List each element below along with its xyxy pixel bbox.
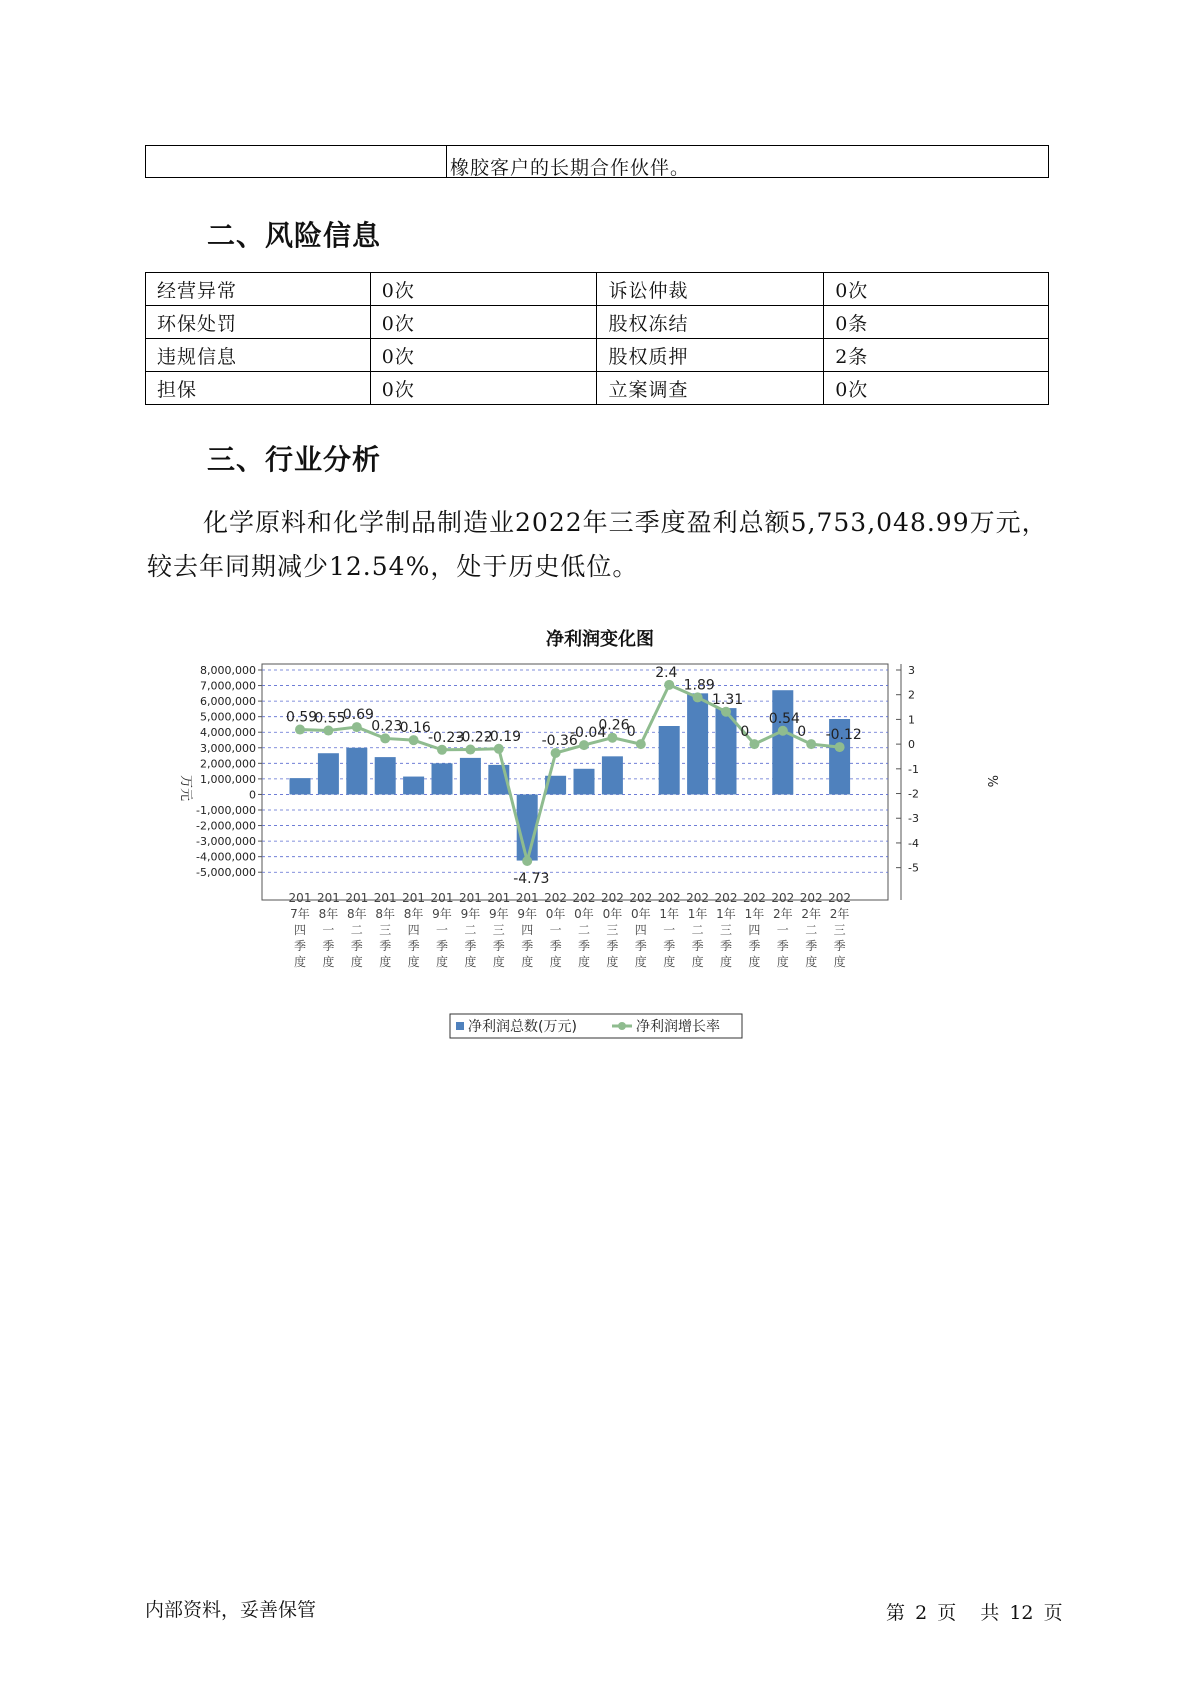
- x-tick-label: 2年: [829, 907, 850, 921]
- x-tick-label: 1年: [687, 907, 708, 921]
- x-tick-label: 度: [833, 955, 846, 969]
- bar: [659, 726, 680, 794]
- y-tick-label: 5,000,000: [200, 710, 256, 724]
- risk-table-row: [146, 306, 1049, 339]
- x-tick-label: 度: [322, 955, 335, 969]
- x-tick-label: 202: [686, 891, 710, 905]
- x-tick-label: 8年: [346, 907, 367, 921]
- bar: [602, 756, 623, 794]
- x-tick-label: 季: [606, 939, 619, 953]
- risk-item-count: 0次: [824, 273, 1049, 306]
- y-tick-label: -3,000,000: [196, 835, 256, 849]
- x-tick-label: 度: [464, 955, 477, 969]
- x-tick-label: 季: [549, 939, 562, 953]
- x-tick-label: 2年: [801, 907, 822, 921]
- data-label: 2.4: [655, 664, 678, 681]
- growth-rate-point: [607, 733, 617, 743]
- x-tick-label: 季: [663, 939, 676, 953]
- bar: [687, 693, 708, 794]
- x-tick-label: 度: [691, 955, 704, 969]
- x-tick-label: 季: [833, 939, 846, 953]
- x-tick-label: 季: [350, 939, 363, 953]
- legend-line-marker: [618, 1022, 626, 1030]
- data-label: 0.54: [768, 710, 800, 727]
- y2-axis-label: %: [984, 775, 999, 788]
- growth-rate-point: [409, 735, 419, 745]
- growth-rate-point: [749, 739, 759, 749]
- y-tick-label: 8,000,000: [200, 664, 256, 677]
- x-tick-label: 8年: [403, 907, 424, 921]
- x-tick-label: 二: [464, 923, 477, 937]
- data-label: 0.69: [342, 707, 374, 724]
- x-tick-label: 202: [799, 891, 823, 905]
- x-tick-label: 度: [293, 955, 307, 969]
- x-tick-label: 9年: [488, 907, 509, 921]
- page-word-gong: 共: [980, 1602, 1000, 1624]
- growth-rate-point: [721, 707, 731, 717]
- x-tick-label: 二: [577, 923, 591, 937]
- x-tick-label: 9年: [432, 907, 452, 921]
- risk-item-count: 0次: [370, 339, 597, 372]
- growth-rate-point: [579, 740, 589, 750]
- data-label: 0.55: [314, 710, 346, 727]
- x-tick-label: 一: [435, 923, 449, 937]
- y2-tick-label: -3: [908, 812, 919, 826]
- y-tick-label: -2,000,000: [196, 819, 256, 833]
- data-label: -0.36: [541, 733, 578, 750]
- growth-rate-point: [437, 745, 447, 755]
- x-tick-label: 度: [719, 955, 733, 969]
- x-tick-label: 0年: [574, 907, 594, 921]
- y-tick-label: 0: [249, 788, 256, 802]
- x-tick-label: 201: [345, 891, 369, 905]
- data-label: -0.12: [825, 727, 862, 744]
- data-label: -0.22: [456, 729, 493, 746]
- x-tick-label: 四: [407, 923, 420, 937]
- x-tick-label: 201: [288, 891, 312, 905]
- y-tick-label: -5,000,000: [196, 866, 256, 880]
- data-label: 0.23: [371, 718, 403, 735]
- x-tick-label: 季: [293, 939, 307, 953]
- growth-rate-point: [778, 726, 788, 736]
- risk-table-row: [146, 339, 1049, 372]
- x-tick-label: 1年: [716, 907, 736, 921]
- x-tick-label: 202: [600, 891, 624, 905]
- x-tick-label: 四: [521, 923, 534, 937]
- section-title-risk: 二、风险信息: [207, 219, 382, 252]
- x-tick-label: 201: [458, 891, 482, 905]
- x-tick-label: 201: [487, 891, 511, 905]
- data-label: 0.16: [399, 720, 431, 737]
- x-tick-label: 季: [379, 939, 392, 953]
- growth-rate-point: [352, 722, 362, 732]
- x-tick-label: 度: [350, 955, 363, 969]
- x-tick-label: 201: [402, 891, 426, 905]
- x-tick-label: 201: [515, 891, 539, 905]
- risk-table-row: [146, 273, 1049, 306]
- growth-rate-point: [295, 725, 305, 735]
- intro-table-row: [145, 145, 1049, 178]
- x-tick-label: 二: [805, 923, 818, 937]
- risk-item-count: 0次: [370, 273, 597, 306]
- x-tick-label: 季: [805, 939, 818, 953]
- risk-item-label: 诉讼仲裁: [597, 273, 824, 306]
- x-tick-label: 四: [748, 923, 761, 937]
- bar: [375, 757, 396, 794]
- x-tick-label: 季: [492, 939, 505, 953]
- x-tick-label: 202: [657, 891, 681, 905]
- bar: [432, 763, 453, 794]
- y-tick-label: 2,000,000: [200, 757, 256, 771]
- chart-title: 净利润变化图: [546, 629, 654, 650]
- x-tick-label: 季: [691, 939, 704, 953]
- data-label: 0.59: [286, 709, 318, 726]
- x-tick-label: 季: [634, 939, 647, 953]
- risk-item-count: 0次: [370, 372, 597, 405]
- x-tick-label: 季: [435, 939, 449, 953]
- section-title-industry: 三、行业分析: [207, 443, 382, 476]
- data-label: -0.04: [570, 725, 607, 742]
- growth-rate-point: [693, 692, 703, 702]
- data-label: -4.73: [513, 870, 550, 887]
- x-tick-label: 度: [634, 955, 647, 969]
- y-axis-label: 万元: [178, 775, 193, 802]
- x-tick-label: 一: [776, 923, 789, 937]
- legend-line-label: 净利润增长率: [636, 1019, 720, 1035]
- x-tick-label: 度: [748, 955, 761, 969]
- x-tick-label: 度: [521, 955, 534, 969]
- page-number: [886, 1598, 1067, 1625]
- x-tick-label: 季: [776, 939, 789, 953]
- x-tick-label: 四: [293, 923, 307, 937]
- risk-item-count: 0次: [370, 306, 597, 339]
- risk-item-label: 担保: [146, 372, 371, 405]
- x-tick-label: 201: [373, 891, 397, 905]
- x-tick-label: 2年: [772, 907, 793, 921]
- y2-tick-label: 2: [908, 688, 915, 702]
- growth-rate-point: [835, 742, 845, 752]
- footer-confidential: 内部资料，妥善保管: [145, 1599, 317, 1621]
- page-total: 12: [1009, 1602, 1034, 1624]
- risk-item-count: 2条: [824, 339, 1049, 372]
- x-tick-label: 8年: [375, 907, 396, 921]
- page-word-ye: 页: [937, 1602, 957, 1624]
- y-tick-label: 4,000,000: [200, 726, 256, 740]
- x-tick-label: 四: [634, 923, 647, 937]
- legend-bar-swatch: [456, 1022, 464, 1030]
- x-tick-label: 202: [771, 891, 795, 905]
- x-tick-label: 季: [407, 939, 420, 953]
- x-tick-label: 度: [805, 955, 818, 969]
- x-tick-label: 0年: [602, 907, 623, 921]
- x-tick-label: 7年: [290, 907, 310, 921]
- x-tick-label: 0年: [630, 907, 651, 921]
- x-tick-label: 度: [776, 955, 789, 969]
- growth-rate-point: [380, 733, 390, 743]
- paragraph-line-2: 较去年同期减少12.54%，处于历史低位。: [147, 552, 639, 581]
- data-label: 1.31: [712, 691, 744, 708]
- x-tick-label: 度: [577, 955, 591, 969]
- bar: [772, 690, 793, 794]
- growth-rate-point: [494, 744, 504, 754]
- x-tick-label: 202: [714, 891, 738, 905]
- industry-paragraph: [147, 501, 1077, 589]
- x-tick-label: 度: [379, 955, 392, 969]
- x-tick-label: 三: [719, 923, 733, 937]
- growth-rate-point: [806, 739, 816, 749]
- risk-item-label: 股权冻结: [597, 306, 824, 339]
- x-tick-label: 一: [663, 923, 676, 937]
- risk-item-label: 环保处罚: [146, 306, 371, 339]
- x-tick-label: 1年: [744, 907, 765, 921]
- risk-item-label: 股权质押: [597, 339, 824, 372]
- y2-tick-label: -5: [908, 861, 919, 875]
- legend-bar-label: 净利润总数(万元): [468, 1019, 577, 1035]
- data-label: 0.26: [598, 717, 630, 734]
- page-word-ye-2: 页: [1043, 1602, 1063, 1624]
- x-tick-label: 度: [435, 955, 449, 969]
- x-tick-label: 202: [544, 891, 568, 905]
- data-label: 0: [740, 724, 750, 741]
- growth-rate-point: [465, 745, 475, 755]
- net-profit-chart: [170, 650, 999, 1070]
- bar: [403, 777, 424, 795]
- x-tick-label: 202: [828, 891, 852, 905]
- y-tick-label: 7,000,000: [200, 679, 256, 693]
- y2-tick-label: -4: [908, 836, 919, 850]
- y2-tick-label: 0: [908, 738, 915, 752]
- y-tick-label: 6,000,000: [200, 695, 256, 709]
- bar: [460, 758, 481, 795]
- y2-tick-label: -1: [908, 762, 919, 776]
- bar: [318, 753, 339, 794]
- x-tick-label: 季: [521, 939, 534, 953]
- x-tick-label: 季: [719, 939, 733, 953]
- risk-item-label: 经营异常: [146, 273, 371, 306]
- x-tick-label: 202: [629, 891, 653, 905]
- growth-rate-point: [551, 748, 561, 758]
- x-tick-label: 度: [549, 955, 562, 969]
- x-tick-label: 三: [492, 923, 505, 937]
- x-tick-label: 8年: [318, 907, 339, 921]
- y-tick-label: 1,000,000: [200, 772, 256, 786]
- x-tick-label: 季: [322, 939, 335, 953]
- risk-table-row: [146, 372, 1049, 405]
- x-tick-label: 9年: [460, 907, 481, 921]
- x-tick-label: 度: [407, 955, 420, 969]
- x-tick-label: 201: [430, 891, 454, 905]
- data-label: 0: [797, 724, 807, 741]
- x-tick-label: 季: [748, 939, 761, 953]
- x-tick-label: 度: [606, 955, 619, 969]
- x-tick-label: 一: [549, 923, 562, 937]
- x-tick-label: 三: [379, 923, 392, 937]
- data-label: -0.23: [428, 729, 465, 746]
- bar: [290, 778, 311, 794]
- x-tick-label: 度: [663, 955, 676, 969]
- y-tick-label: -1,000,000: [196, 804, 256, 817]
- data-label: 1.89: [683, 677, 715, 694]
- data-label: 0: [626, 724, 636, 741]
- x-tick-label: 三: [833, 923, 846, 937]
- intro-text: 橡胶客户的长期合作伙伴。: [450, 157, 691, 179]
- x-tick-label: 二: [691, 923, 704, 937]
- y-tick-label: -4,000,000: [196, 850, 256, 864]
- bar: [346, 748, 367, 795]
- x-tick-label: 三: [606, 923, 619, 937]
- x-tick-label: 季: [464, 939, 477, 953]
- x-tick-label: 1年: [659, 907, 680, 921]
- paragraph-line-1: 化学原料和化学制品制造业2022年三季度盈利总额5,753,048.99万元，: [203, 508, 1048, 537]
- risk-item-label: 违规信息: [146, 339, 371, 372]
- bar: [574, 769, 595, 795]
- x-tick-label: 9年: [517, 907, 538, 921]
- growth-rate-point: [323, 726, 333, 736]
- y2-tick-label: -2: [908, 787, 919, 801]
- risk-item-label: 立案调查: [597, 372, 824, 405]
- x-tick-label: 二: [350, 923, 363, 937]
- risk-table: [145, 272, 1049, 405]
- x-tick-label: 201: [316, 891, 340, 905]
- x-tick-label: 一: [322, 923, 335, 937]
- risk-item-count: 0次: [824, 372, 1049, 405]
- growth-rate-point: [522, 856, 532, 866]
- page-word-di: 第: [886, 1602, 906, 1624]
- table-divider: [446, 146, 447, 177]
- growth-rate-point: [664, 680, 674, 690]
- data-label: -0.19: [484, 728, 522, 745]
- page-current: 2: [915, 1602, 928, 1624]
- y2-tick-label: 3: [908, 664, 915, 677]
- y-tick-label: 3,000,000: [200, 741, 256, 755]
- x-tick-label: 度: [492, 955, 505, 969]
- growth-rate-point: [636, 739, 646, 749]
- x-tick-label: 202: [572, 891, 596, 905]
- risk-item-count: 0条: [824, 306, 1049, 339]
- x-tick-label: 0年: [545, 907, 566, 921]
- x-tick-label: 202: [742, 891, 766, 905]
- y2-tick-label: 1: [908, 713, 915, 727]
- x-tick-label: 季: [577, 939, 591, 953]
